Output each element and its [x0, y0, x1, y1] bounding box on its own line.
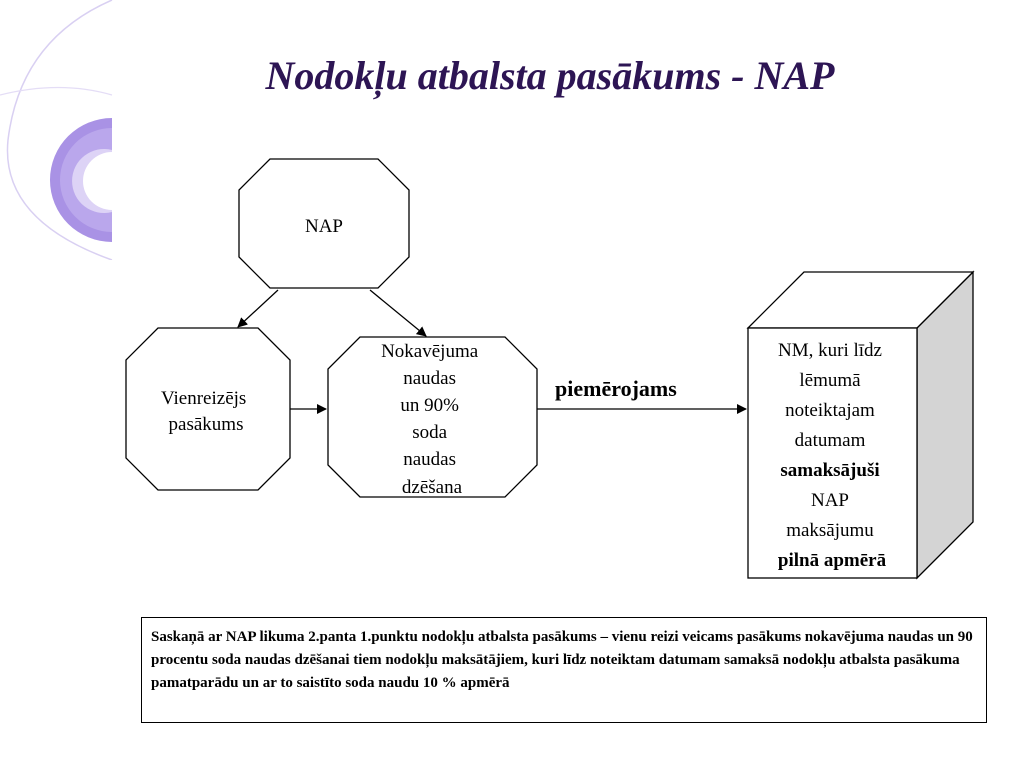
- node-nm-line: NAP: [810, 490, 850, 511]
- node-nm-line: maksājumu: [786, 520, 874, 541]
- node-vienreizejs-line: Vienreizējs: [160, 388, 247, 409]
- node-nap-label: [305, 216, 343, 237]
- node-nokavejuma-line: un 90%: [400, 395, 459, 416]
- node-nm-line: pilnā apmērā: [777, 550, 887, 571]
- node-nm-line: samaksājuši: [780, 460, 880, 481]
- arrow-nap-to-nokavejuma: [370, 290, 426, 336]
- node-vienreizejs-line: pasākums: [168, 414, 244, 435]
- node-nokavejuma-line: naudas: [403, 368, 457, 389]
- node-nokavejuma-line: dzēšana: [401, 477, 463, 498]
- node-nokavejuma-line: Nokavējuma: [381, 341, 479, 362]
- edge-label-piemerojams: piemērojams: [555, 376, 677, 401]
- slide-title: Nodokļu atbalsta pasākums - NAP: [265, 53, 835, 98]
- node-nokavejuma-line: naudas: [403, 449, 457, 470]
- node-nap-line: NAP: [304, 216, 344, 237]
- legal-note-text: Saskaņā ar NAP likuma 2.panta 1.punktu nodokļu atbalsta pasākums – vienu reizi veicams pasākums nokavējuma naudas un 90 procentu soda naudas dzēšanai tiem nodokļu maksātājiem, kuri līdz noteiktam datumam samaksā nodokļu atbalsta pasākuma pamatparādu un ar to saistīto soda naudu 10 % apmērā: [151, 629, 973, 691]
- node-nm-line: NM, kuri līdz: [778, 340, 882, 361]
- node-nokavejuma-line: soda: [412, 422, 448, 443]
- node-nm-line: datumam: [794, 430, 866, 451]
- node-nm-line: noteiktajam: [785, 400, 875, 421]
- arrow-nap-to-vienreizejs: [238, 290, 278, 327]
- legal-note-box: [141, 617, 987, 723]
- node-nm-line: lēmumā: [799, 370, 861, 391]
- node-vienreizejs-shape: [126, 328, 290, 490]
